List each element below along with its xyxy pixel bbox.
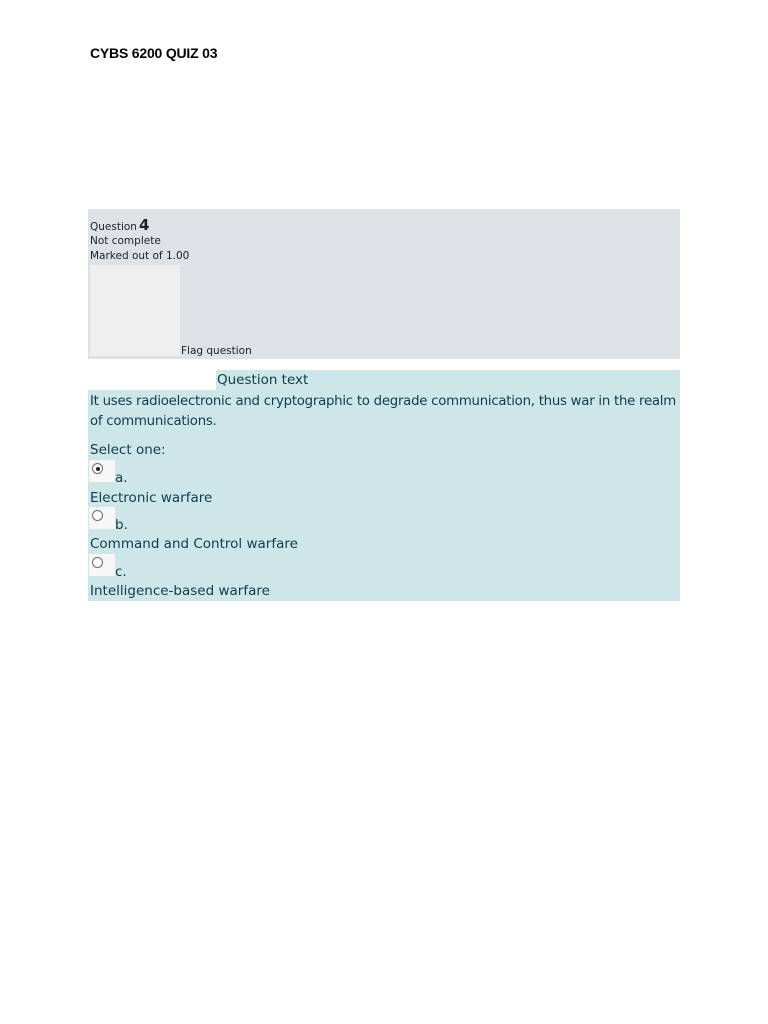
radio-selected-icon[interactable] xyxy=(92,463,103,474)
question-marks: Marked out of 1.00 xyxy=(90,250,190,262)
option-letter: a. xyxy=(115,470,128,486)
radio-button-a[interactable] xyxy=(89,460,115,482)
option-label[interactable]: Intelligence-based warfare xyxy=(90,583,270,599)
question-number-line xyxy=(90,216,149,234)
question-info-panel xyxy=(88,209,680,359)
radio-unselected-icon[interactable] xyxy=(92,510,103,521)
question-label: Question xyxy=(90,221,137,233)
option-letter: b. xyxy=(115,517,128,533)
question-content-panel xyxy=(88,390,680,601)
question-number: 4 xyxy=(138,216,150,234)
radio-unselected-icon[interactable] xyxy=(92,557,103,568)
option-label[interactable]: Command and Control warfare xyxy=(90,536,298,552)
option-letter: c. xyxy=(115,564,127,580)
flag-question-link[interactable]: Flag question xyxy=(181,345,252,357)
question-text: It uses radioelectronic and cryptographic to degrade communication, thus war in the realm of communications. xyxy=(90,394,676,429)
option-label[interactable]: Electronic warfare xyxy=(90,490,213,506)
radio-button-c[interactable] xyxy=(89,554,115,576)
question-status: Not complete xyxy=(90,235,161,247)
flag-icon[interactable] xyxy=(90,265,180,356)
select-one-prompt: Select one: xyxy=(90,442,166,458)
radio-dot xyxy=(96,467,100,471)
document-title: CYBS 6200 QUIZ 03 xyxy=(90,45,218,61)
question-text-heading: Question text xyxy=(216,370,680,390)
radio-button-b[interactable] xyxy=(89,507,115,529)
